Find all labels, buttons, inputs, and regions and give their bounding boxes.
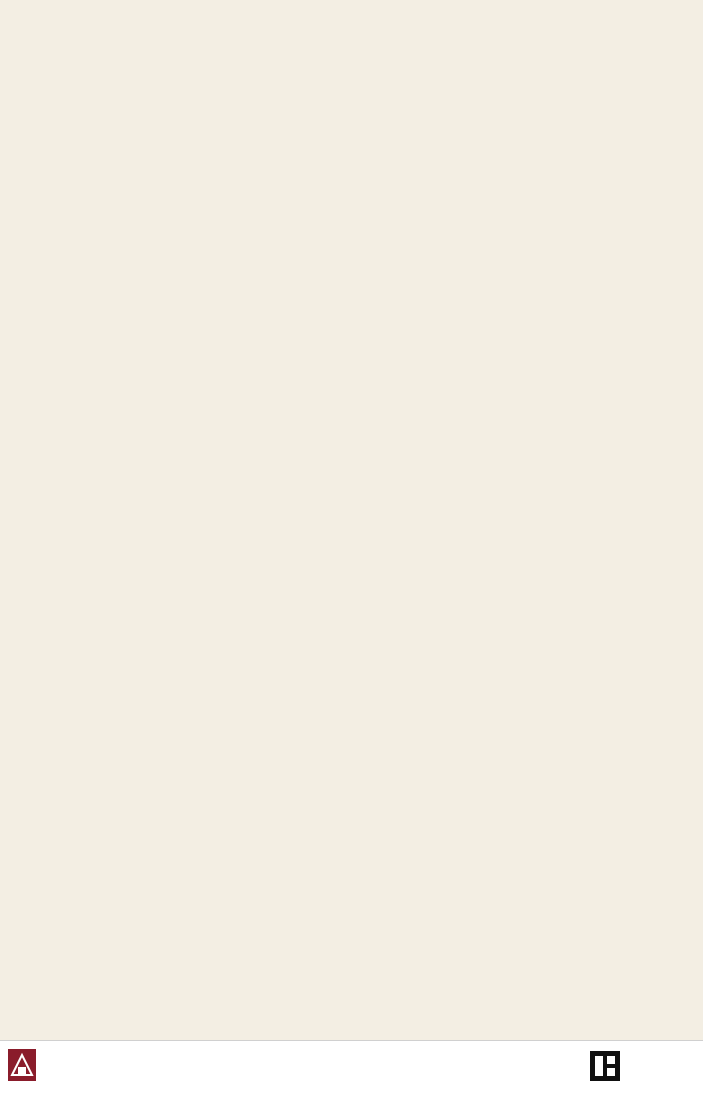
page-header bbox=[134, 10, 694, 40]
university-library-logo-icon bbox=[8, 1049, 36, 1081]
getty-logo-icon bbox=[590, 1051, 620, 1081]
viewer-footer bbox=[0, 1040, 703, 1093]
